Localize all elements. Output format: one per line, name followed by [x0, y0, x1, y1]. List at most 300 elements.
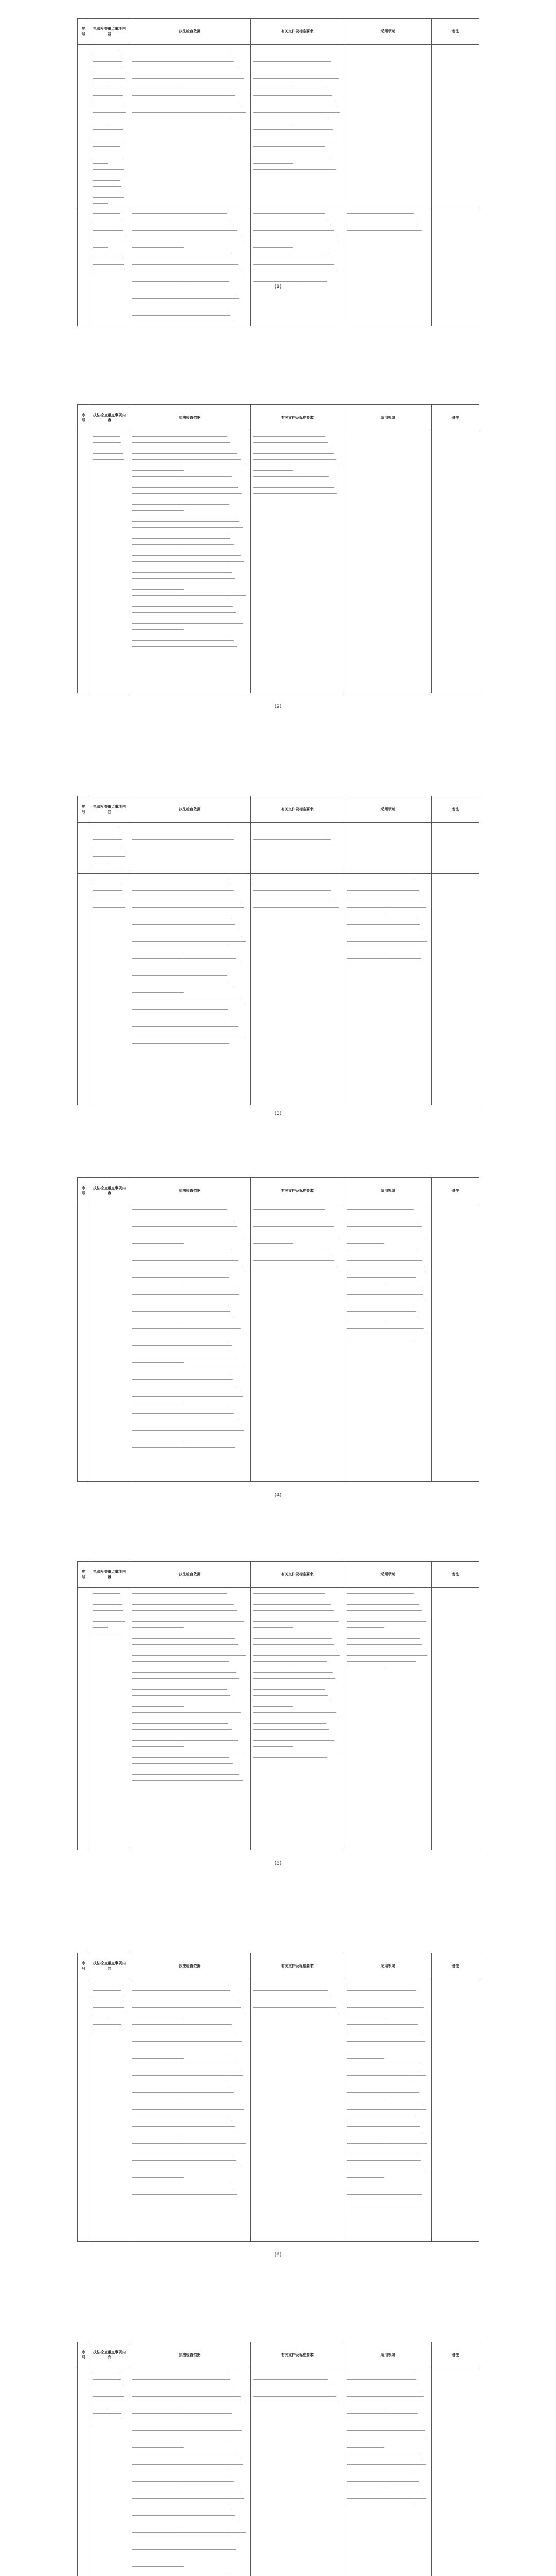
text-line	[347, 2370, 414, 2374]
text-line	[253, 904, 339, 908]
header-note: 备注	[432, 405, 479, 431]
text-line	[253, 1737, 334, 1741]
cell-scope	[344, 208, 432, 326]
cell-item	[90, 1204, 129, 1482]
cell-note	[432, 1588, 479, 1850]
text-line	[93, 2032, 124, 2036]
text-line	[347, 1285, 421, 1289]
text-line	[347, 1987, 416, 1991]
text-line	[93, 2421, 124, 2425]
text-line	[347, 921, 420, 925]
text-line	[132, 1981, 227, 1985]
text-line	[93, 210, 120, 214]
text-line	[253, 1212, 328, 1215]
text-line	[132, 927, 238, 930]
text-line	[347, 2089, 419, 2093]
cell-item	[90, 2368, 129, 2576]
text-line	[132, 2552, 239, 2555]
text-line	[93, 887, 122, 891]
header-item: 执法检查重点事项内容	[90, 1178, 129, 1204]
text-line	[253, 450, 334, 454]
text-line	[347, 2010, 426, 2013]
text-line	[132, 2376, 230, 2380]
text-line	[132, 1342, 232, 1346]
text-line	[253, 244, 293, 248]
text-line	[132, 1229, 241, 1232]
text-line	[347, 944, 416, 947]
text-line	[132, 592, 246, 596]
text-line	[132, 1393, 243, 1397]
cell-basis	[129, 874, 251, 1105]
text-line	[132, 1018, 235, 1021]
header-scope: 适用领域	[344, 1953, 432, 1979]
text-line	[132, 239, 244, 242]
text-line	[132, 2529, 246, 2533]
text-line	[132, 290, 236, 293]
text-line	[132, 2185, 234, 2189]
text-line	[132, 1998, 237, 2002]
text-line	[132, 1206, 227, 1210]
cell-note	[432, 45, 479, 208]
table-header-row	[78, 19, 479, 45]
text-line	[253, 1240, 293, 1244]
text-line	[347, 1263, 425, 1266]
header-scope: 适用领域	[344, 2342, 432, 2368]
page-number: (1)	[274, 284, 282, 290]
text-lines	[93, 825, 126, 868]
cell-item	[90, 45, 129, 208]
header-basis: 执法检查依据	[129, 796, 251, 823]
text-line	[93, 848, 124, 851]
table-row	[78, 431, 479, 693]
text-line	[132, 558, 244, 562]
text-line	[253, 1993, 331, 1996]
header-doc: 有关文件及标准要求	[251, 2342, 344, 2368]
header-doc: 有关文件及标准要求	[251, 405, 344, 431]
cell-no	[78, 1979, 90, 2242]
text-line	[347, 927, 422, 930]
text-line	[347, 2433, 427, 2436]
text-line	[93, 882, 121, 885]
text-line	[93, 172, 125, 175]
header-item: 执法检查重点事项内容	[90, 796, 129, 823]
text-line	[93, 109, 126, 113]
text-line	[132, 995, 241, 998]
text-line	[347, 1246, 418, 1249]
text-line	[253, 1257, 334, 1261]
text-line	[132, 916, 232, 919]
header-note: 备注	[432, 1953, 479, 1979]
text-line	[132, 318, 234, 321]
text-line	[132, 1686, 227, 1690]
text-line	[132, 552, 241, 556]
text-line	[132, 2106, 244, 2110]
text-line	[93, 104, 125, 107]
text-line	[132, 2433, 246, 2436]
text-line	[347, 2427, 425, 2431]
text-line	[253, 233, 336, 236]
text-line	[132, 1268, 246, 1272]
text-line	[132, 1749, 246, 1752]
text-line	[132, 938, 246, 942]
text-line	[93, 2010, 125, 2013]
text-line	[93, 1998, 123, 2002]
text-line	[347, 2168, 426, 2172]
text-line	[132, 81, 184, 84]
text-line	[347, 216, 416, 219]
text-lines	[132, 1206, 248, 1453]
header-no: 序号	[78, 405, 90, 431]
cell-basis	[129, 2368, 251, 2576]
text-line	[132, 1285, 236, 1289]
text-line	[132, 1223, 237, 1227]
text-line	[132, 473, 232, 477]
text-line	[347, 2376, 416, 2380]
text-line	[253, 126, 333, 130]
text-line	[132, 513, 236, 516]
text-line	[132, 1596, 230, 1599]
text-line	[132, 2501, 228, 2504]
text-line	[347, 1998, 422, 2002]
text-line	[253, 58, 331, 62]
text-line	[132, 278, 229, 282]
text-line	[132, 295, 239, 299]
text-line	[132, 2129, 238, 2132]
text-line	[93, 177, 120, 181]
text-line	[132, 2163, 239, 2166]
text-line	[347, 2467, 414, 2470]
header-item: 执法检查重点事项内容	[90, 1953, 129, 1979]
text-line	[253, 456, 336, 460]
text-line	[132, 921, 235, 925]
text-line	[132, 1743, 184, 1747]
text-line	[253, 1732, 332, 1735]
text-line	[253, 70, 336, 73]
text-line	[253, 273, 340, 276]
text-lines	[347, 2370, 429, 2504]
text-line	[253, 445, 331, 448]
text-line	[132, 1353, 238, 1357]
text-line	[253, 227, 334, 231]
text-line	[253, 1715, 339, 1718]
text-line	[347, 2174, 384, 2178]
cell-item	[90, 823, 129, 874]
text-line	[132, 92, 235, 96]
text-line	[132, 2546, 236, 2550]
text-lines	[93, 210, 126, 276]
text-line	[132, 1274, 229, 1278]
text-line	[347, 955, 421, 959]
text-line	[132, 2010, 244, 2013]
text-line	[253, 1998, 334, 2002]
text-line	[93, 200, 108, 204]
text-line	[93, 87, 121, 90]
cell-doc	[251, 823, 344, 874]
text-line	[132, 2506, 232, 2510]
text-lines	[93, 1981, 126, 2036]
text-line	[132, 462, 244, 465]
text-line	[132, 904, 244, 908]
text-line	[253, 1647, 337, 1650]
text-line	[253, 1206, 325, 1210]
text-line	[132, 1006, 228, 1010]
text-line	[132, 1212, 230, 1215]
text-line	[347, 2416, 420, 2419]
header-scope: 适用领域	[344, 1562, 432, 1588]
text-line	[347, 876, 414, 879]
text-line	[93, 439, 121, 443]
text-lines	[347, 1206, 429, 1340]
text-line	[347, 2450, 421, 2453]
text-line	[132, 2072, 243, 2076]
text-line	[132, 2370, 227, 2374]
text-line	[347, 1664, 384, 1667]
text-line	[132, 496, 246, 499]
text-line	[253, 887, 331, 891]
text-line	[132, 273, 246, 276]
text-line	[347, 2501, 415, 2504]
text-line	[93, 256, 123, 259]
text-line	[93, 904, 125, 908]
text-line	[132, 1387, 239, 1391]
text-line	[132, 547, 184, 550]
text-line	[132, 1263, 242, 1266]
text-line	[347, 2202, 426, 2206]
cell-no	[78, 2368, 90, 2576]
text-line	[132, 2146, 229, 2149]
text-line	[93, 445, 122, 448]
text-line	[93, 2404, 108, 2408]
text-line	[347, 1635, 420, 1639]
text-line	[132, 1382, 236, 1385]
text-line	[132, 222, 234, 225]
text-line	[132, 2569, 230, 2572]
header-note: 备注	[432, 1562, 479, 1588]
cell-scope	[344, 2368, 432, 2576]
text-line	[253, 1692, 328, 1696]
text-line	[132, 1336, 228, 1340]
text-line	[347, 1280, 384, 1283]
text-line	[347, 2472, 416, 2476]
text-line	[253, 1669, 333, 1673]
text-line	[93, 2004, 124, 2008]
text-line	[347, 222, 419, 225]
table-header-row	[78, 1562, 479, 1588]
text-line	[93, 155, 122, 158]
text-line	[132, 2032, 238, 2036]
text-lines	[253, 433, 341, 499]
text-line	[132, 1715, 244, 1718]
text-line	[253, 1251, 332, 1255]
text-line	[132, 75, 244, 79]
table-header-row	[78, 1953, 479, 1979]
text-line	[93, 825, 120, 828]
text-line	[132, 2484, 184, 2487]
text-line	[93, 1590, 120, 1594]
text-line	[347, 2015, 384, 2019]
text-line	[132, 1234, 244, 1238]
text-line	[253, 1726, 329, 1730]
text-line	[132, 1001, 244, 1004]
text-line	[253, 1981, 325, 1985]
text-line	[347, 2078, 414, 2081]
cell-basis	[129, 1588, 251, 1850]
table-row	[78, 823, 479, 874]
text-line	[347, 2095, 384, 2098]
cell-item	[90, 874, 129, 1105]
cell-item	[90, 208, 129, 326]
table-row	[78, 45, 479, 208]
text-line	[347, 2055, 384, 2059]
text-line	[132, 1613, 241, 1616]
text-line	[347, 2444, 384, 2448]
text-line	[132, 2495, 244, 2499]
text-line	[132, 70, 241, 73]
text-lines	[132, 876, 248, 1044]
text-line	[253, 484, 334, 488]
text-line	[132, 2140, 246, 2144]
text-line	[253, 433, 325, 437]
text-line	[253, 1703, 293, 1707]
text-line	[347, 2455, 423, 2459]
text-line	[93, 58, 122, 62]
header-no: 序号	[78, 1178, 90, 1204]
text-line	[132, 445, 234, 448]
text-line	[253, 239, 339, 242]
text-line	[253, 1641, 334, 1645]
header-scope: 适用领域	[344, 405, 432, 431]
text-line	[347, 2061, 421, 2064]
text-lines	[132, 1981, 248, 2195]
text-line	[253, 222, 331, 225]
text-line	[93, 1618, 125, 1622]
header-scope: 适用领域	[344, 19, 432, 45]
text-line	[132, 2410, 232, 2414]
text-line	[253, 1749, 340, 1752]
text-line	[253, 1754, 327, 1758]
inspection-table	[77, 1953, 479, 2242]
text-line	[347, 2489, 424, 2493]
text-line	[347, 1217, 419, 1221]
text-lines	[132, 47, 248, 124]
cell-no	[78, 45, 90, 208]
text-lines	[93, 2370, 126, 2425]
text-line	[93, 865, 121, 868]
text-line	[132, 1681, 243, 1684]
text-line	[347, 1336, 415, 1340]
text-line	[132, 2438, 229, 2442]
text-line	[93, 227, 123, 231]
text-line	[253, 261, 334, 265]
text-line	[132, 955, 236, 959]
text-line	[347, 2404, 384, 2408]
cell-doc	[251, 1204, 344, 1482]
header-basis: 执法检查依据	[129, 2342, 251, 2368]
text-line	[253, 893, 334, 896]
text-line	[132, 1421, 241, 1425]
text-line	[132, 569, 232, 573]
text-line	[253, 1234, 339, 1238]
text-line	[253, 1601, 331, 1605]
text-line	[347, 1257, 422, 1261]
text-line	[132, 1993, 234, 1996]
text-line	[132, 2467, 227, 2470]
text-line	[132, 2518, 238, 2521]
text-line	[253, 1246, 329, 1249]
text-line	[347, 2399, 426, 2402]
cell-doc	[251, 45, 344, 208]
text-line	[132, 1726, 232, 1730]
text-line	[347, 1331, 426, 1334]
text-line	[347, 2163, 423, 2166]
text-line	[347, 1268, 427, 1272]
text-line	[132, 1251, 235, 1255]
text-line	[132, 1601, 234, 1605]
text-line	[253, 2382, 331, 2385]
text-lines	[253, 2370, 341, 2402]
text-line	[253, 2393, 336, 2397]
text-line	[132, 450, 237, 454]
text-line	[132, 887, 234, 891]
text-line	[132, 479, 235, 482]
text-line	[253, 479, 332, 482]
text-line	[93, 1607, 123, 1611]
cell-basis	[129, 1204, 251, 1482]
text-line	[132, 53, 230, 56]
text-line	[253, 2010, 339, 2013]
text-line	[132, 2461, 243, 2465]
text-line	[253, 1596, 328, 1599]
text-line	[132, 1760, 233, 1764]
text-line	[132, 2061, 236, 2064]
cell-item	[90, 1979, 129, 2242]
text-line	[93, 1613, 124, 1616]
cell-doc	[251, 1979, 344, 2242]
text-line	[132, 2489, 241, 2493]
cell-note	[432, 874, 479, 1105]
text-line	[132, 1720, 228, 1724]
text-line	[132, 1675, 239, 1679]
header-basis: 执法检查依据	[129, 19, 251, 45]
text-line	[253, 1630, 329, 1633]
inspection-table	[77, 404, 479, 693]
text-line	[347, 2387, 422, 2391]
text-line	[93, 239, 125, 242]
text-line	[347, 2478, 419, 2482]
text-line	[347, 887, 419, 891]
text-line	[132, 535, 230, 539]
text-line	[253, 75, 339, 79]
text-line	[93, 2416, 123, 2419]
text-line	[132, 484, 238, 488]
text-line	[132, 2450, 236, 2453]
text-line	[132, 2535, 229, 2538]
text-line	[253, 1675, 335, 1679]
header-no: 序号	[78, 1953, 90, 1979]
text-line	[132, 984, 234, 987]
text-line	[347, 1618, 426, 1622]
text-line	[93, 2410, 121, 2414]
text-line	[132, 1365, 246, 1368]
text-line	[347, 2083, 416, 2087]
text-line	[132, 910, 184, 913]
text-line	[132, 524, 243, 528]
text-line	[347, 1658, 416, 1662]
text-line	[132, 2089, 234, 2093]
header-item: 执法检查重点事项内容	[90, 2342, 129, 2368]
text-line	[132, 1647, 242, 1650]
text-line	[132, 227, 237, 231]
